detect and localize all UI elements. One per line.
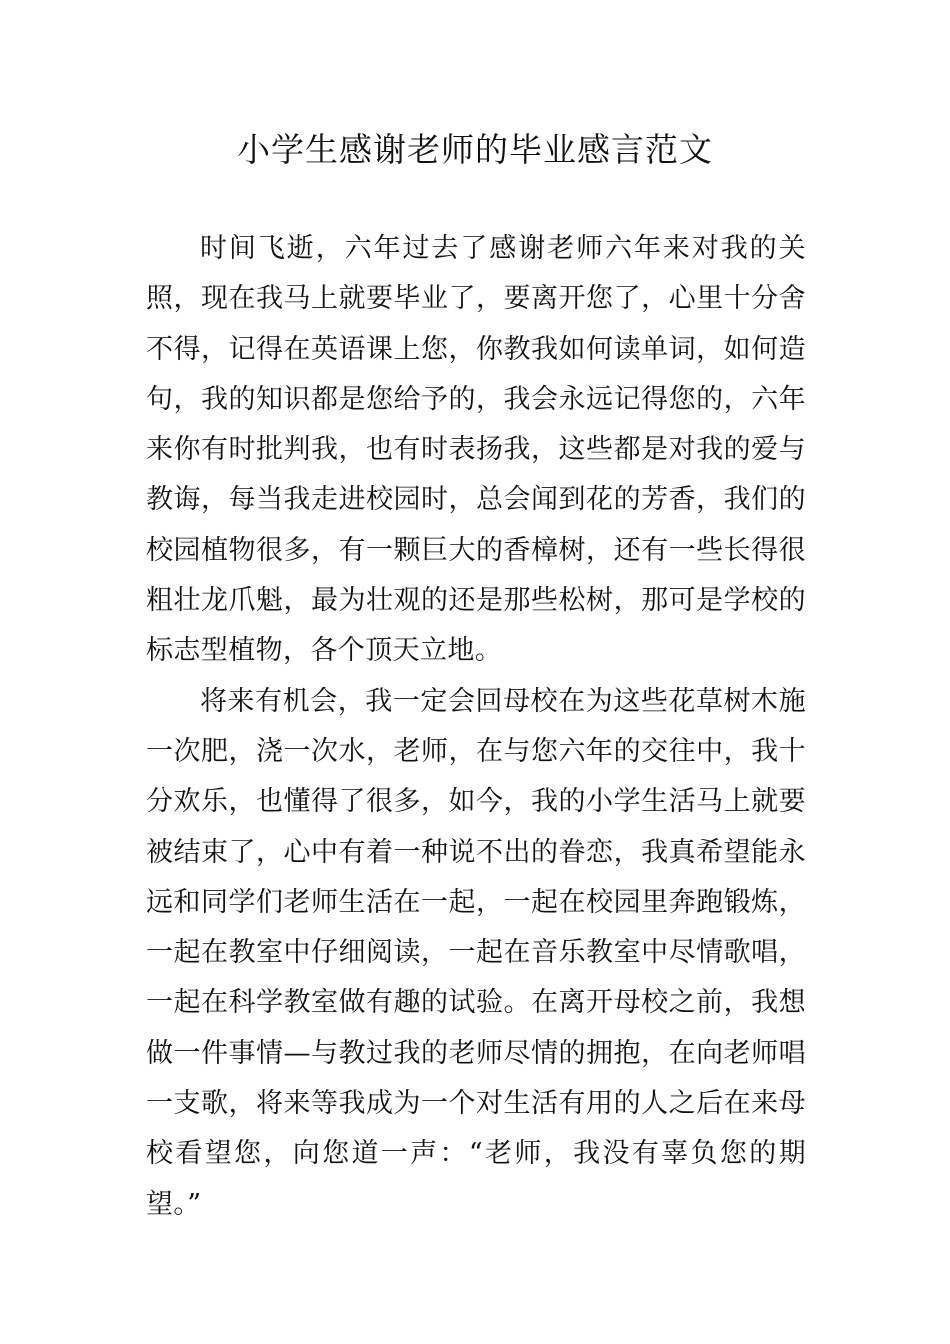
paragraph-2: 将来有机会，我一定会回母校在为这些花草树木施一次肥，浇一次水，老师，在与您六年的交往中，我十分欢乐，也懂得了很多，如今，我的小学生活马上就要被结束了，心中有着一种说不出的眷恋，我真希望能永远和同学们老师生活在一起，一起在校园里奔跑锻炼，一起在教室中仔细阅读，一起在音乐教室中尽情歌唱，一起在科学教室做有趣的试验。在离开母校之前，我想做一件事情—与教过我的老师尽情的拥抱，在向老师唱一支歌，将来等我成为一个对生活有用的人之后在来母校看望您，向您道一声：“老师，我没有辜负您的期望。”	[146, 685, 806, 1220]
paragraph-1: 时间飞逝，六年过去了感谢老师六年来对我的关照，现在我马上就要毕业了，要离开您了，心里十分舍不得，记得在英语课上您，你教我如何读单词，如何造句，我的知识都是您给予的，我会永远记得您的，六年来你有时批判我，也有时表扬我，这些都是对我的爱与教诲，每当我走进校园时，总会闻到花的芳香，我们的校园植物很多，有一颗巨大的香樟树，还有一些长得很粗壮龙爪魁，最为壮观的还是那些松树，那可是学校的标志型植物，各个顶天立地。	[146, 233, 806, 667]
document-body	[146, 224, 806, 1230]
document-title: 小学生感谢老师的毕业感言范文	[237, 130, 713, 169]
